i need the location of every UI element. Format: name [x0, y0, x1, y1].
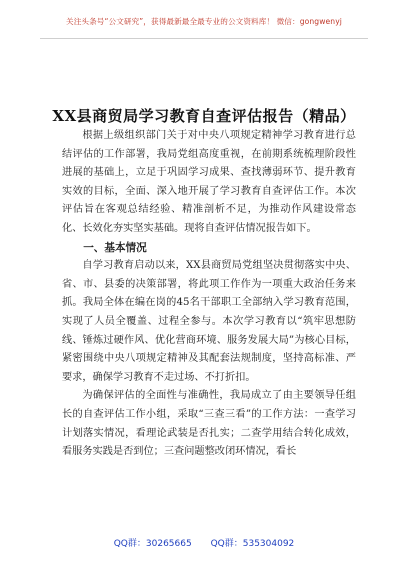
document-body [62, 127, 356, 462]
body-paragraph: 自学习教育启动以来，XX县商贸局党组坚决贯彻落实中央、省、市、县委的决策部署，将此项工作作为一项重大政治任务来抓。我局全体在编在岗的45名干部职工全部纳入学习教育范围，实现了人员全覆盖、过程全参与。本次学习教育以“筑牢思想防线、锤炼过硬作风、优化营商环境、服务发展大局”为核心目标，紧密围绕中央八项规定精神及其配套法规制度，坚持高标准、严要求，确保学习教育不走过场、不打折扣。 [62, 260, 356, 383]
intro-paragraph: 根据上级组织部门关于对中央八项规定精神学习教育进行总结评估的工作部署，我局党组高度重视，在前期系统梳理阶段性进展的基础上，立足于巩固学习成果、查找薄弱环节、提升教育实效的目标，全面、深入地开展了学习教育自查评估工作。本次评估旨在客观总结经验、精准剖析不足，为推动作风建设常态化、长效化夯实坚实基础。现将自查评估情况报告如下。 [62, 130, 356, 234]
header-note: 关注头条号“公文研究”，获得最新最全最专业的公文资料库！ 微信：gongwenyj [66, 17, 342, 26]
footer [0, 536, 408, 549]
document-title: XX县商贸局学习教育自查评估报告（精品） [52, 107, 356, 125]
section-heading-basic: 一、基本情况 [83, 241, 147, 254]
footer-qq-group-1: QQ群：30265665 [113, 539, 192, 549]
footer-qq-group-2: QQ群：535304092 [210, 539, 295, 549]
body-paragraph: 为确保评估的全面性与准确性，我局成立了由主要领导任组长的自查评估工作小组，采取“三查三看”的工作方法：一查学习计划落实情况，看理论武装是否扎实；二查学用结合转化成效，看服务实践是否到位；三查问题整改闭环情况，看长 [62, 390, 356, 458]
header-divider [40, 38, 368, 39]
